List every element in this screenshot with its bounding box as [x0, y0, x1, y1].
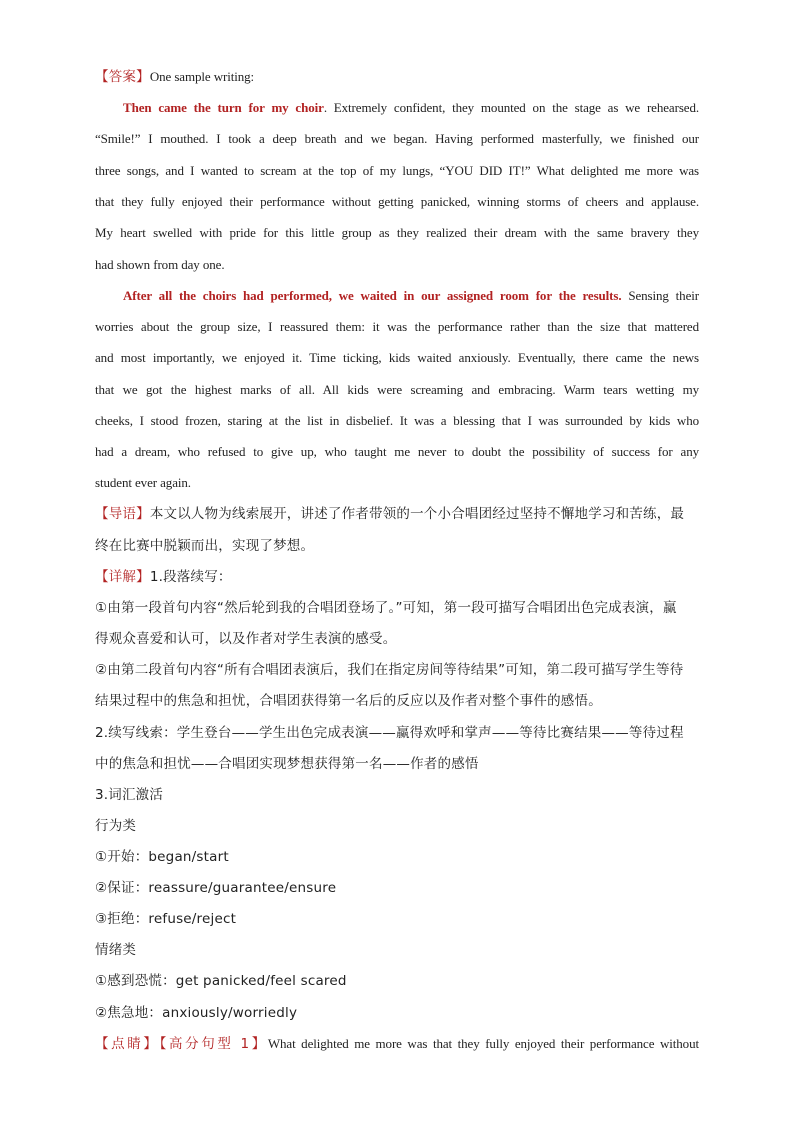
para1-line-2: “Smile!” I mouthed. I took a deep breath and we began. Having performed masterfully, we finished our [95, 131, 699, 146]
para1-line-3: three songs, and I wanted to scream at the top of my lungs, “YOU DID IT!” What delighted me more was [95, 163, 699, 178]
guide-tag: 【导语】 [95, 506, 150, 522]
para2-line-2: worries about the group size, I reassured them: it was the performance rather than the size that mattered [95, 319, 699, 334]
para2-lead: After all the choirs had performed, we waited in our assigned room for the results. [123, 288, 622, 303]
behavior-title: 行为类 [95, 818, 137, 834]
behavior-item-2: ②保证：reassure/guarantee/ensure [95, 880, 337, 896]
para2-line-6: had a dream, who refused to give up, who taught me never to doubt the possibility of success for any [95, 444, 699, 459]
detail-clue-line-1: 2.续写线索：学生登台——学生出色完成表演——赢得欢呼和掌声——等待比赛结果——等待过程 [95, 725, 684, 741]
detail-item1-line-1: ①由第一段首句内容“然后轮到我的合唱团登场了。”可知，第一段可描写合唱团出色完成表演，赢 [95, 600, 677, 616]
detail-item1-line-2: 得观众喜爱和认可，以及作者对学生表演的感受。 [95, 631, 397, 647]
para1-lead: Then came the turn for my choir [123, 100, 324, 115]
vocab-title: 3.词汇激活 [95, 787, 164, 803]
para2-line-7: student ever again. [95, 475, 191, 490]
guide-line-2: 终在比赛中脱颖而出，实现了梦想。 [95, 538, 315, 554]
guide-text-1: 本文以人物为线索展开，讲述了作者带领的一个小合唱团经过坚持不懈地学习和苦练，最 [149, 506, 685, 522]
detail-header [95, 569, 699, 585]
emotion-item-1: ①感到恐慌：get panicked/feel scared [95, 973, 347, 989]
detail-tag: 【详解】 [95, 569, 150, 585]
para2-line-5: cheeks, I stood frozen, staring at the list in disbelief. It was a blessing that I was surrounded by kids who [95, 413, 699, 428]
emotion-item-2: ②焦急地：anxiously/worriedly [95, 1005, 298, 1021]
para1-line-1 [123, 100, 699, 116]
para1-text-1: . Extremely confident, they mounted on the stage as we rehearsed. [323, 100, 699, 115]
para1-line-6: had shown from day one. [95, 257, 225, 272]
answer-line [95, 69, 699, 85]
highlight-text: What delighted me more was that they fully enjoyed their performance without [267, 1036, 699, 1051]
emotion-title: 情绪类 [95, 942, 137, 958]
para2-line-4: that we got the highest marks of all. All kids were screaming and embracing. Warm tears wetting my [95, 382, 699, 397]
detail-title: 1.段落续写： [149, 569, 232, 585]
highlight-tag-1: 【点睛】 [95, 1036, 160, 1052]
para2-text-1: Sensing their [621, 288, 699, 303]
detail-item2-line-1: ②由第二段首句内容“所有合唱团表演后，我们在指定房间等待结果”可知，第二段可描写学生等待 [95, 662, 684, 678]
para1-line-5: My heart swelled with pride for this little group as they realized their dream with the same bravery they [95, 225, 699, 240]
highlight-tag-2: 【高分句型 1】 [159, 1036, 268, 1052]
behavior-item-1: ①开始：began/start [95, 849, 229, 865]
para2-line-1 [123, 288, 699, 304]
detail-clue-line-2: 中的焦急和担忧——合唱团实现梦想获得第一名——作者的感悟 [95, 756, 479, 772]
behavior-item-3: ③拒绝：refuse/reject [95, 911, 237, 927]
guide-line-1 [95, 506, 699, 522]
detail-item2-line-2: 结果过程中的焦急和担忧，合唱团获得第一名后的反应以及作者对整个事件的感悟。 [95, 693, 602, 709]
highlight-line [95, 1036, 699, 1052]
para1-line-4: that they fully enjoyed their performance without getting panicked, winning storms of cheers and applause. [95, 194, 699, 209]
answer-tag: 【答案】 [95, 69, 150, 85]
answer-intro: One sample writing: [149, 69, 255, 84]
para2-line-3: and most importantly, we enjoyed it. Time ticking, kids waited anxiously. Eventually, there came the news [95, 350, 699, 365]
